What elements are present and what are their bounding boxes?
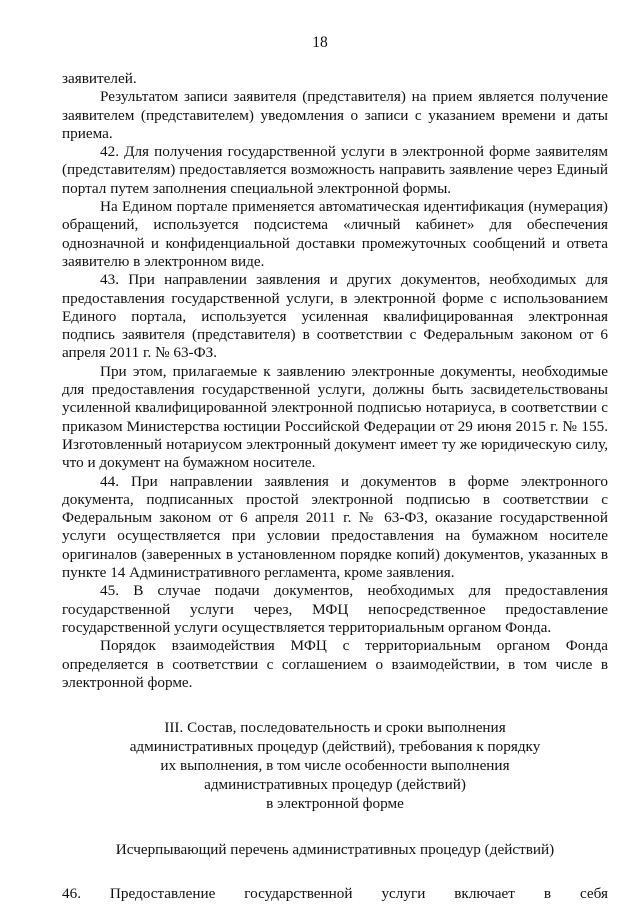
last-line-word: включает xyxy=(454,885,515,903)
section-heading-line: их выполнения, в том числе особенности выполнения xyxy=(160,757,510,775)
last-line-word: государственной xyxy=(244,885,353,903)
paragraph: На Едином портале применяется автоматическая идентификация (нумерация) обращений, используется подсистема «личный кабинет» для обеспечения однозначной и конфиденциальной доставки промежуточных сообщений и ответа заявителю в электронном виде. xyxy=(62,198,608,270)
section-heading-line: административных процедур (действий) xyxy=(204,776,466,794)
last-line-word: услуги xyxy=(381,885,426,903)
paragraph: 44. При направлении заявления и документов в форме электронного документа, подписанных простой электронной подписью в соответствии с Федеральным законом от 6 апреля 2011 г. № 63-ФЗ, оказание государственной услуги осуществляется при условии предоставления на бумажном носителе оригиналов (заверенных в установленном порядке копий) документов, указанных в пункте 14 Административного регламента, кроме заявления. xyxy=(62,472,608,582)
document-body xyxy=(62,70,608,904)
last-line-word: себя xyxy=(579,885,608,903)
last-line-word: 46. xyxy=(62,885,81,903)
page-number: 18 xyxy=(312,34,328,51)
section-heading-line: III. Состав, последовательность и сроки выполнения xyxy=(164,719,506,737)
section-heading xyxy=(62,718,608,813)
last-line-word: Предоставление xyxy=(109,885,216,903)
paragraph: Результатом записи заявителя (представителя) на прием является получение заявителем (представителем) уведомления о записи с указанием времени и даты приема. xyxy=(62,88,608,142)
paragraph: 45. В случае подачи документов, необходимых для предоставления государственной услуги через, МФЦ непосредственное предоставление государственной услуги осуществляется территориальным органом Фонда. xyxy=(62,582,608,636)
paragraph: заявителей. xyxy=(62,70,137,87)
section-heading-line: административных процедур (действий), требования к порядку xyxy=(129,738,541,756)
paragraph: При этом, прилагаемые к заявлению электронные документы, необходимые для предоставления государственной услуги, должны быть засвидетельствованы усиленной квалифицированной электронной подписью нотариуса, в соответствии с приказом Министерства юстиции Российской Федерации от 29 июня 2015 г. № 155. Изготовленный нотариусом электронный документ имеет ту же юридическую силу, что и документ на бумажном носителе. xyxy=(62,362,608,472)
last-line xyxy=(62,885,608,903)
paragraph: 42. Для получения государственной услуги в электронной форме заявителям (представителям) предоставляется возможность направить заявление через Единый портал путем заполнения специальной электронной формы. xyxy=(62,143,608,197)
last-line-word: в xyxy=(543,885,552,903)
section-heading-line: в электронной форме xyxy=(266,795,404,813)
subheading: Исчерпывающий перечень административных процедур (действий) xyxy=(115,841,555,859)
paragraph: Порядок взаимодействия МФЦ с территориальным органом Фонда определяется в соответствии с соглашением о взаимодействии, в том числе в электронной форме. xyxy=(62,637,608,691)
paragraph-list xyxy=(62,70,608,692)
paragraph: 43. При направлении заявления и других документов, необходимых для предоставления государственной услуги, в электронной форме с использованием Единого портала, используется усиленная квалифицированная электронная подпись заявителя (представителя) в соответствии с Федеральным законом от 6 апреля 2011 г. № 63-ФЗ. xyxy=(62,271,608,362)
